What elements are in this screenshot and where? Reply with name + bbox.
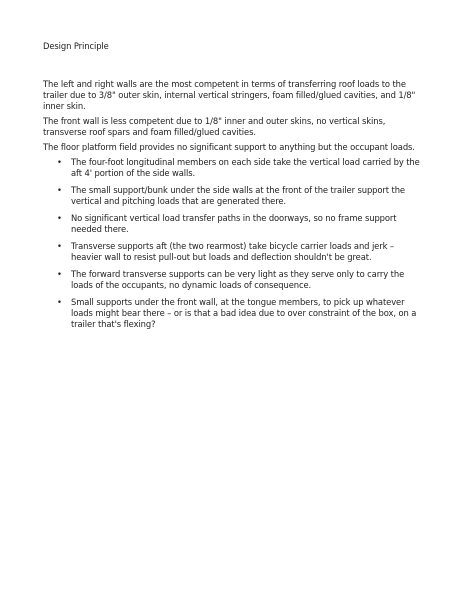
bullet-item xyxy=(43,269,425,291)
bullet-icon: • xyxy=(57,269,62,279)
bullet-text: The forward transverse supports can be very light as they serve only to carry the loads of the occupants, no dynamic loads of consequence. xyxy=(71,269,405,290)
document-content xyxy=(43,41,425,336)
design-bullet-list xyxy=(43,157,425,330)
bullet-text: The small support/bunk under the side walls at the front of the trailer support the vertical and pitching loads that are generated there. xyxy=(71,185,405,206)
bullet-icon: • xyxy=(57,241,62,251)
bullet-item xyxy=(43,185,425,207)
bullet-text: The four-foot longitudinal members on each side take the vertical load carried by the aft 4' portion of the side walls. xyxy=(71,157,420,178)
bullet-item xyxy=(43,157,425,179)
bullet-icon: • xyxy=(57,297,62,307)
bullet-item xyxy=(43,213,425,235)
bullet-text: No significant vertical load transfer paths in the doorways, so no frame support needed there. xyxy=(71,213,397,234)
bullet-text: Transverse supports aft (the two rearmost) take bicycle carrier loads and jerk – heavier wall to resist pull-out but loads and deflection shouldn't be great. xyxy=(71,241,394,262)
bullet-icon: • xyxy=(57,157,62,167)
bullet-item xyxy=(43,241,425,263)
bullet-icon: • xyxy=(57,185,62,195)
paragraph-side-walls: The left and right walls are the most competent in terms of transferring roof loads to the trailer due to 3/8" outer skin, internal vertical stringers, foam filled/glued cavities, and 1/8" inner skin. xyxy=(43,79,416,111)
bullet-icon: • xyxy=(57,213,62,223)
paragraph-floor-platform: The floor platform field provides no significant support to anything but the occupant loads. xyxy=(43,142,415,152)
bullet-text: Small supports under the front wall, at the tongue members, to pick up whatever loads might bear there – or is that a bad idea due to over constraint of the box, on a trailer that's flexing? xyxy=(71,297,417,329)
bullet-item xyxy=(43,297,425,330)
paragraph-front-wall: The front wall is less competent due to 1/8" inner and outer skins, no vertical skins, transverse roof spars and foam filled/glued cavities. xyxy=(43,116,386,137)
document-heading: Design Principle xyxy=(43,41,109,51)
